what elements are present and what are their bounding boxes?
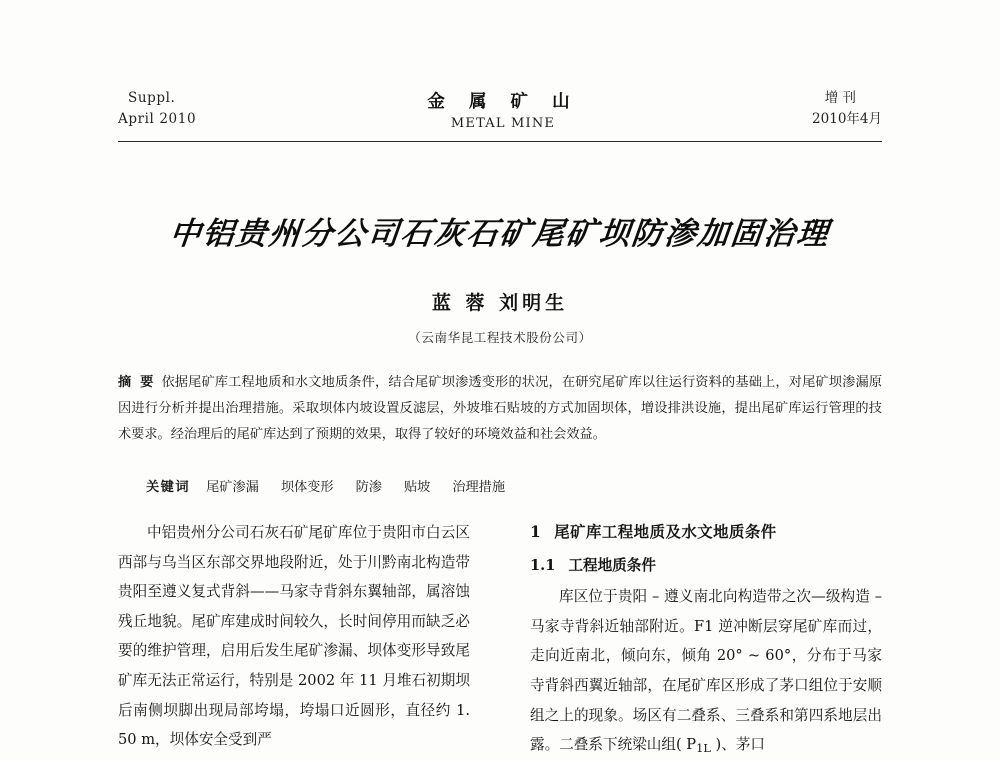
author-affiliation: （云南华昆工程技术股份公司） (408, 330, 592, 345)
masthead-center (368, 88, 638, 131)
keywords-label: 关键词 (146, 480, 191, 495)
masthead-issue-date-cn: 2010年4月 (812, 111, 882, 127)
abstract-text: 依据尾矿库工程地质和水文地质条件，结合尾矿坝渗透变形的状况，在研究尾矿库以往运行资料的基础上，对尾矿坝渗漏原因进行分析并提出治理措施。采取坝体内坡设置反滤层，外坡堆石贴坡的方式加固坝体，增设排洪设施，提出尾矿库运行管理的技术要求。经治理后的尾矿库达到了预期的效果，取得了较好的环境效益和社会效益。 (118, 375, 883, 442)
abstract-label: 摘 要 (118, 375, 156, 390)
body-columns (118, 518, 882, 760)
keyword-item: 尾矿渗漏 (206, 480, 259, 495)
journal-title-cn: 金 属 矿 山 (427, 92, 579, 112)
section-heading-1-1 (530, 551, 882, 581)
masthead-divider (118, 141, 882, 142)
paragraph-intro: 中铝贵州分公司石灰石矿尾矿库位于贵阳市白云区西部与乌当区东部交界地段附近，处于川黔南北构造带贵阳至遵义复式背斜——马家寺背斜东翼轴部，属溶蚀残丘地貌。尾矿库建成时间较久，长时间停用而缺乏必要的维护管理，启用后发生尾矿渗漏、坝体变形导致尾矿库无法正常运行，特别是 2002 年 11 月堆石初期坝后南侧坝脚出现局部垮塌，垮塌口近圆形，直径约 1. 50 m，坝体安全受到严 (118, 524, 470, 749)
masthead-issue-date-en: April 2010 (118, 111, 197, 127)
paragraph-geology (530, 582, 882, 763)
body-column-right (530, 518, 882, 764)
running-head (118, 88, 882, 140)
body-column-left (118, 518, 470, 755)
subsection-number: 1.1 (530, 556, 556, 574)
keywords-block (118, 476, 882, 500)
keyword-item: 坝体变形 (280, 480, 334, 495)
section-heading-1 (530, 518, 882, 548)
masthead-left (118, 88, 318, 130)
author-list: 蓝 蓉 刘明生 (431, 292, 569, 314)
subsection-title: 工程地质条件 (568, 556, 656, 574)
journal-title-en: METAL MINE (450, 116, 556, 131)
keyword-item: 贴坡 (403, 480, 431, 495)
abstract-block (118, 370, 882, 448)
paragraph-geology-text-b: )、茅口 (710, 736, 766, 754)
paragraph-geology-text-a: 库区位于贵阳 – 遵义南北向构造带之次—级构造 – 马家寺背斜近轴部附近。F1 逆冲断层穿尾矿库而过，走向近南北，倾向东，倾角 20° ~ 60°，分布于马家寺背斜西翼近轴部，在尾矿库区形成了茅口组位于安顺组之上的现象。场区有二叠系、三叠系和第四系地层出露。二叠系下统梁山组( P (530, 588, 882, 754)
keyword-item: 防渗 (355, 480, 382, 495)
keyword-item: 治理措施 (452, 480, 506, 495)
page-title: 中铝贵州分公司石灰石矿尾矿坝防渗加固治理 (167, 216, 832, 252)
section-number: 1 (530, 523, 542, 541)
masthead-right (682, 88, 882, 130)
masthead-supplement-label: Suppl. (128, 90, 176, 106)
formation-subscript: 1L (696, 741, 711, 755)
masthead-supplement-label-cn: 增 刊 (824, 90, 856, 106)
section-title: 尾矿库工程地质及水文地质条件 (554, 523, 777, 541)
